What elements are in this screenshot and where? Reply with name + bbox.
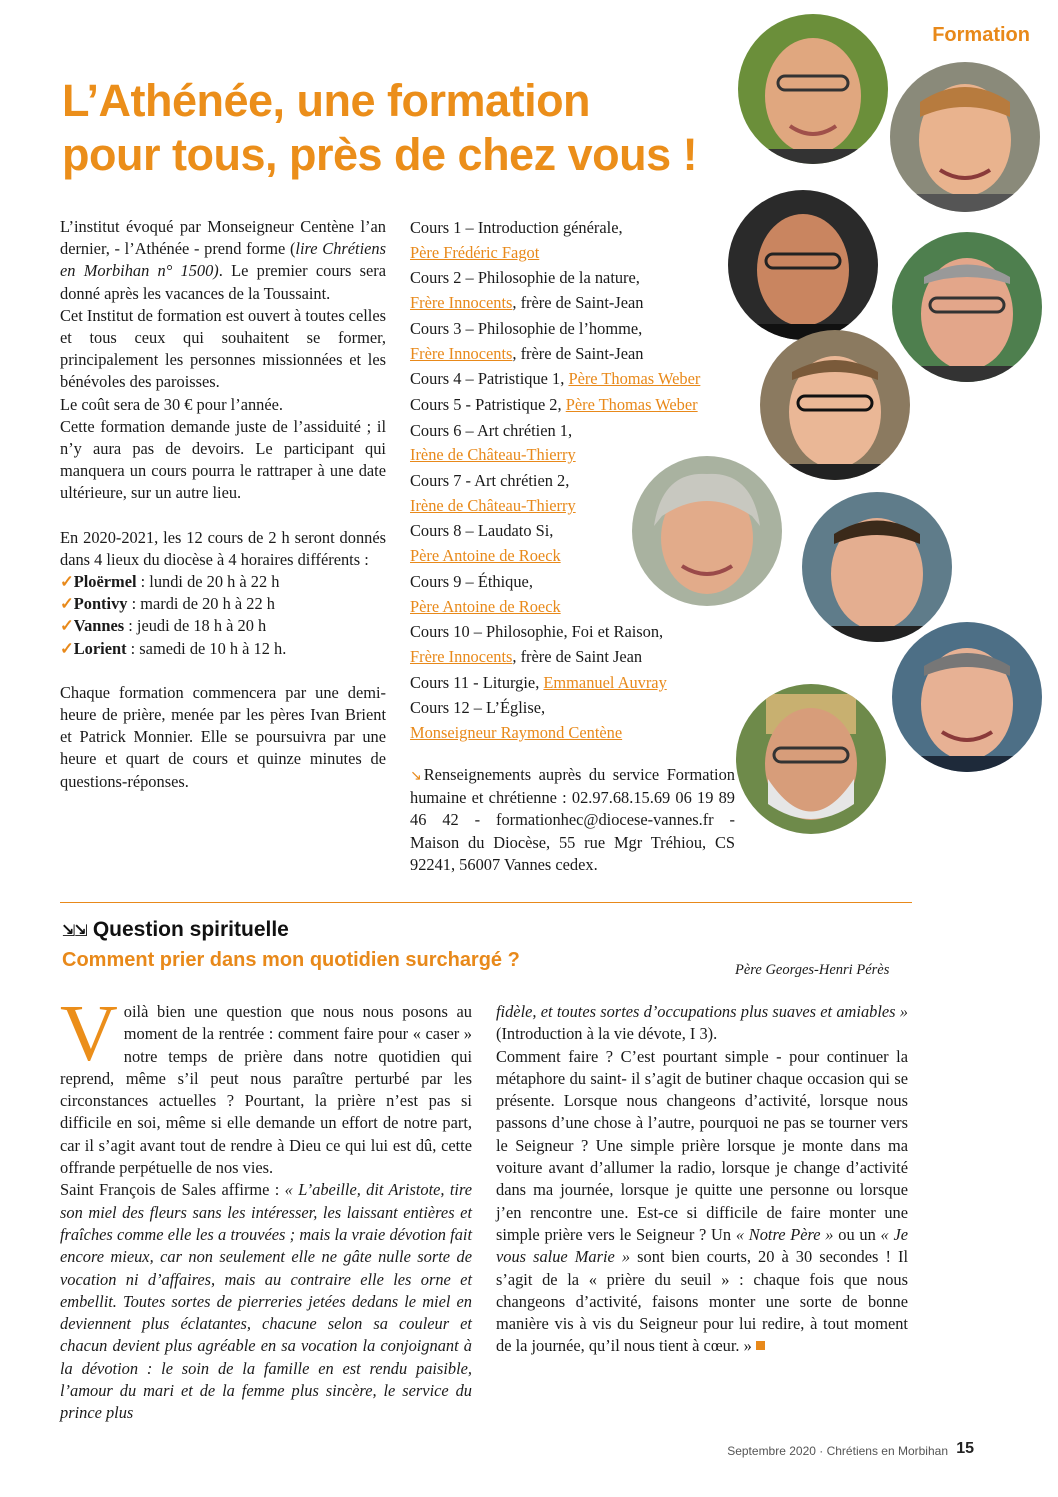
course-item <box>410 671 740 696</box>
teacher-link[interactable]: Père Thomas Weber <box>565 394 698 414</box>
teacher-link[interactable]: Frère Innocents <box>410 293 513 313</box>
article-text: Saint François de Sales affirme : <box>60 1180 285 1200</box>
teacher-suffix: , frère de Saint-Jean <box>512 343 644 363</box>
teacher-link[interactable]: Frère Innocents <box>410 646 513 666</box>
portrait-photo <box>802 492 952 642</box>
question-subheading: Comment prier dans mon quotidien surchargé ? <box>62 949 520 971</box>
course-item <box>410 620 740 669</box>
location-item <box>60 593 386 615</box>
article-text: Comment faire ? C’est pourtant simple - pour continuer la métaphore du saint- il s’agit de butiner chaque occasion qui se présente. Lorsque nous changeons d’activité, lorsque nous passons d’une chose à l’autre, pourquoi ne pas se tourner vers le Seigneur ? Une simple prière lorsque je monte dans ma voiture avant d’allumer la radio, lorsque je change d’activité dans ma journée, lorsque je quitte une personne ou lorsque j’en rencontre une. Est-ce si difficile de faire monter une simple prière vers le Seigneur ? Un <box>496 1046 908 1244</box>
double-arrow-icon: ⇲⇲ <box>62 923 87 940</box>
course-label: Cours 11 - Liturgie, <box>410 672 540 692</box>
course-item <box>410 419 740 468</box>
location-list <box>60 571 386 660</box>
drop-cap: V <box>60 990 118 1078</box>
teacher-link[interactable]: Père Antoine de Roeck <box>410 596 561 616</box>
course-label: Cours 4 – Patristique 1, <box>410 369 565 389</box>
teacher-link[interactable]: Emmanuel Auvray <box>543 672 667 692</box>
location-item <box>60 615 386 637</box>
intro-paragraph: Le coût sera de 30 € pour l’année. <box>60 394 284 414</box>
check-icon: ✓ <box>60 616 74 636</box>
intro-text: . Le premier cours sera donné après les vacances de la Toussaint. <box>60 261 386 303</box>
page-title <box>62 74 782 182</box>
course-label: Cours 9 – Éthique, <box>410 571 533 591</box>
saint-francois-quote: « L’abeille, dit Aristote, tire son miel des fleurs sans les intéresser, les laissant entières et fraîches comme elle les a trouvées ; mais la vraie dévotion fait encore mieux, car non seulement elle ne gâte nulle sorte de vocation ni d’affaires, mais au contraire elle les orne et embellit. Toutes sortes de pierreries jetées dedans le miel en deviennent plus éclatantes, chacune selon sa couleur et chacun devient plus agréable en sa vocation la conjoignant à la dévotion : le soin de la famille en est rendu paisible, l’amour du mari et de la femme plus sincère, le service du prince plus <box>60 1180 472 1423</box>
course-label: Cours 1 – Introduction générale, <box>410 218 623 237</box>
course-item <box>410 266 740 315</box>
intro-paragraph: En 2020-2021, les 12 cours de 2 h seront donnés dans 4 lieux du diocèse à 4 horaires différents : <box>60 527 386 569</box>
course-item <box>410 393 740 418</box>
course-label: Cours 5 - Patristique 2, <box>410 394 562 414</box>
end-mark <box>756 1341 765 1350</box>
course-item <box>410 367 740 392</box>
check-icon: ✓ <box>60 594 74 614</box>
article-paragraph <box>60 990 472 1179</box>
intro-column <box>60 216 386 793</box>
intro-paragraph <box>60 216 386 305</box>
article-paragraph <box>60 1179 472 1424</box>
course-item <box>410 519 740 568</box>
portrait-photo <box>890 62 1040 212</box>
location-city: Lorient <box>73 638 127 658</box>
course-item <box>410 317 740 366</box>
location-item <box>60 571 386 593</box>
portrait-photo <box>736 684 886 834</box>
article-text: ou un <box>833 1224 881 1244</box>
section-label: Formation <box>932 24 1030 46</box>
course-label: Cours 10 – Philosophie, Foi et Raison, <box>410 622 664 642</box>
check-icon: ✓ <box>60 638 74 658</box>
page-number: 15 <box>956 1440 974 1457</box>
location-item <box>60 638 386 660</box>
article-column-2 <box>496 1001 908 1358</box>
article-column-1 <box>60 990 472 1425</box>
portrait-photo <box>892 232 1042 382</box>
course-label: Cours 7 - Art chrétien 2, <box>410 471 570 491</box>
article-text: oilà bien une question que nous nous posons au moment de la rentrée : comment faire pour « caser » notre temps de prière dans notre quotidien qui reprend, même s’il peut nous paraître perturbé par les circonstances actuelles ? Pourtant, la prière n’est pas si difficile en soi, même si elle demande un effort de notre part, car il s’agit avant tout de rendre à Dieu ce qui lui est dû, cette offrande perpétuelle de nos vies. <box>60 1002 472 1178</box>
article-text: sont bien courts, 20 à 30 secondes ! Il s’agit de la « prière du seuil » : chaque fois que nous changeons d’activité, faisons monter une sorte de bonne manière vis à vis du Seigneur pour lui redire, à tout moment de la journée, qu’il nous tient à cœur. » <box>496 1247 908 1356</box>
course-item <box>410 570 740 619</box>
contact-text: Renseignements auprès du service Formation humaine et chrétienne : 02.97.68.15.69 06 19 89 46 42 - formationhec@diocese-vannes.fr - Maison du Diocèse, 55 rue Mgr Tréhiou, CS 92241, 56007 Vannes cedex. <box>410 765 735 874</box>
course-label: Cours 8 – Laudato Si, <box>410 521 554 541</box>
check-icon: ✓ <box>60 572 74 592</box>
title-line-1: L’Athénée, une formation <box>62 75 591 126</box>
teacher-link[interactable]: Père Frédéric Fagot <box>410 242 540 262</box>
portrait-photo <box>728 190 878 340</box>
intro-text: L’institut évoqué par Monseigneur Centène l’an dernier, - l’Athénée - prend forme ( <box>60 217 386 259</box>
prayer-name: « Je vous salue Marie » <box>496 1224 909 1267</box>
contact-info <box>410 764 735 876</box>
portrait-photo <box>892 622 1042 772</box>
article-paragraph <box>496 1001 908 1046</box>
location-time: : samedi de 10 h à 12 h. <box>126 638 287 658</box>
teacher-suffix: , frère de Saint-Jean <box>512 293 644 313</box>
saint-francois-quote-continued: fidèle, et toutes sortes d’occupations plus suaves et amiables » <box>496 1002 908 1021</box>
location-time: : jeudi de 18 h à 20 h <box>124 616 267 636</box>
location-time: : lundi de 20 h à 22 h <box>136 572 280 592</box>
intro-paragraph: Chaque formation commencera par une demi-heure de prière, menée par les pères Ivan Brient et Patrick Monnier. Elle se poursuivra par une heure et quart de cours et quinze minutes de questions-réponses. <box>60 682 386 791</box>
teacher-link[interactable]: Irène de Château-Thierry <box>410 495 576 515</box>
location-city: Ploërmel <box>73 572 137 592</box>
teacher-link[interactable]: Monseigneur Raymond Centène <box>410 723 623 743</box>
question-heading <box>62 918 289 942</box>
location-city: Vannes <box>73 616 125 636</box>
question-heading-text: Question spirituelle <box>92 918 289 941</box>
course-label: Cours 3 – Philosophie de l’homme, <box>410 318 643 338</box>
article-paragraph <box>496 1046 908 1358</box>
intro-paragraph: Cet Institut de formation est ouvert à toutes celles et tous ceux qui souhaitent se former, principalement les personnes missionnées et les bénévoles des paroisses. <box>60 305 386 392</box>
intro-paragraph: Cette formation demande juste de l’assiduité ; il n’y aura pas de devoirs. Le participant qui manquera un cours pourra le rattraper à une date ultérieure, sur un autre lieu. <box>60 416 386 503</box>
portrait-photo <box>760 330 910 480</box>
teacher-link[interactable]: Père Antoine de Roeck <box>410 546 561 566</box>
footer-text: Septembre 2020 · Chrétiens en Morbihan <box>727 1444 948 1458</box>
course-label: Cours 6 – Art chrétien 1, <box>410 420 573 440</box>
title-line-2: pour tous, près de chez vous ! <box>62 129 698 180</box>
teacher-link[interactable]: Père Thomas Weber <box>568 369 701 389</box>
course-label: Cours 12 – L’Église, <box>410 698 546 718</box>
section-divider <box>60 902 912 903</box>
course-item <box>410 216 740 265</box>
intro-reference: lire Chrétiens en Morbihan n° 1500) <box>60 239 386 281</box>
teacher-suffix: , frère de Saint Jean <box>512 646 643 666</box>
course-item <box>410 696 740 745</box>
course-item <box>410 469 740 518</box>
course-label: Cours 2 – Philosophie de la nature, <box>410 268 640 288</box>
location-time: : mardi de 20 h à 22 h <box>127 594 275 614</box>
location-city: Pontivy <box>73 594 128 614</box>
article-reference: (Introduction à la vie dévote, I 3). <box>496 1024 718 1044</box>
prayer-name: « Notre Père » <box>735 1224 834 1244</box>
article-author: Père Georges-Henri Pérès <box>735 962 890 978</box>
arrow-icon: ↘ <box>410 768 422 784</box>
portrait-photo <box>738 14 888 164</box>
teacher-link[interactable]: Irène de Château-Thierry <box>410 445 576 465</box>
teacher-link[interactable]: Frère Innocents <box>410 343 513 363</box>
course-list <box>410 216 740 747</box>
